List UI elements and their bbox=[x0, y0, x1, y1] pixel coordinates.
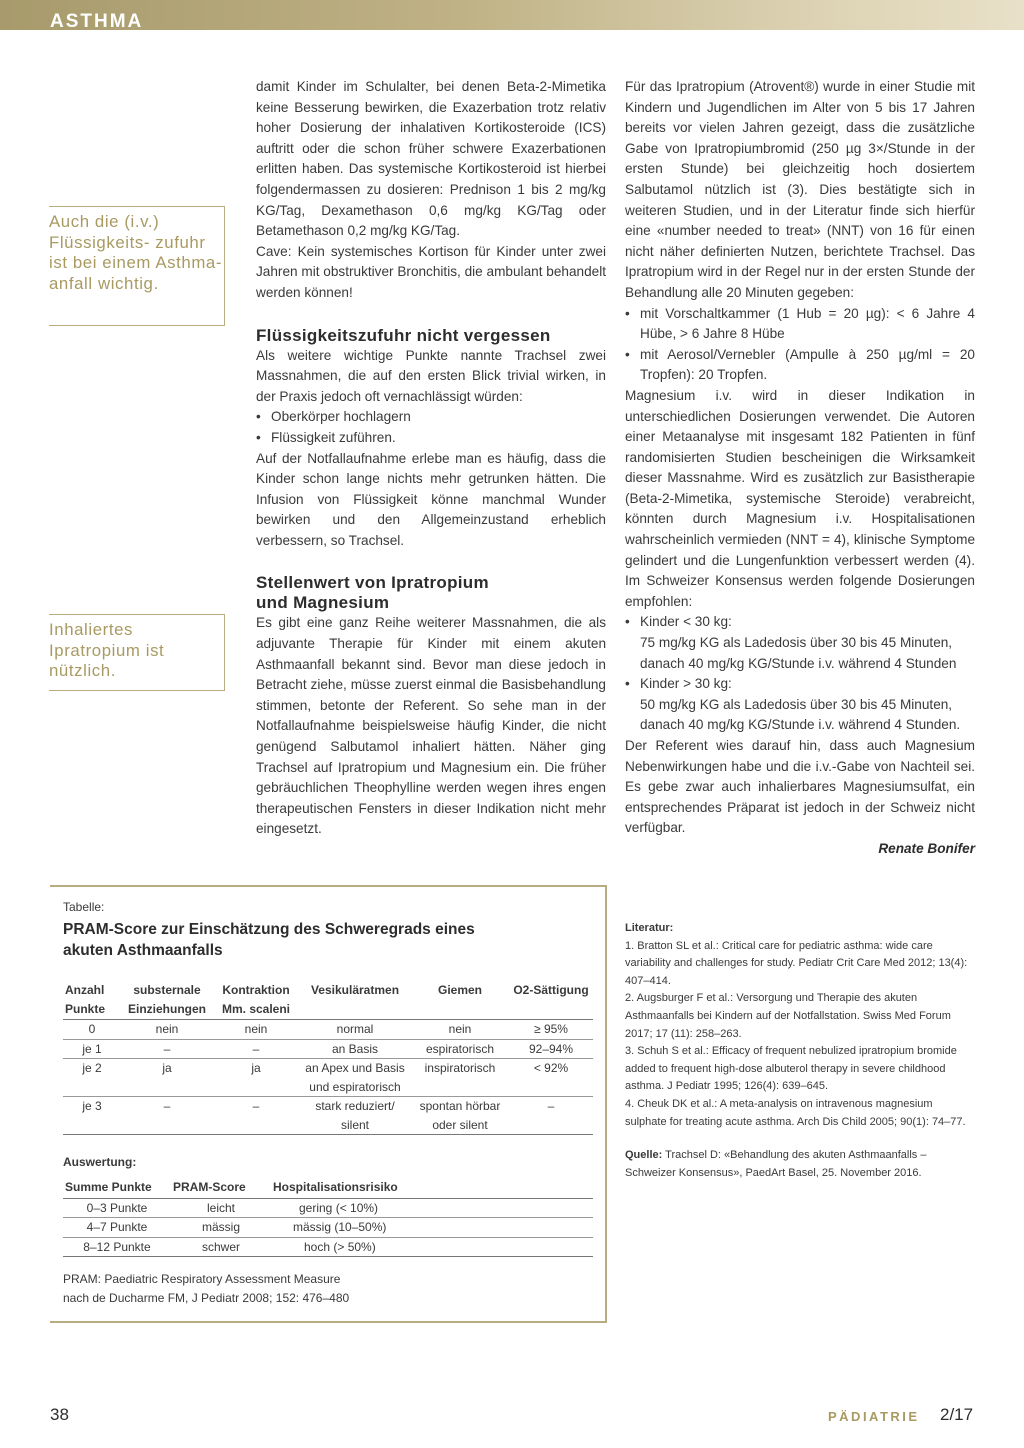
evaluation-table bbox=[63, 1177, 593, 1257]
table-cell: an Apex und Basis und espiratorisch bbox=[299, 1059, 411, 1097]
table-cell: ≥ 95% bbox=[509, 1020, 593, 1040]
source-label: Quelle: bbox=[625, 1149, 663, 1162]
reference: 3. Schuh S et al.: Efficacy of frequent nebulized ipratropium bromide added to frequent high-dose albuterol therapy in severe childhood asthma. J Pediatr 1995; 126(4): 639–645. bbox=[625, 1045, 957, 1093]
table-header: PRAM-Score bbox=[171, 1177, 271, 1198]
issue-number: 2/17 bbox=[940, 1405, 974, 1424]
author-byline: Renate Bonifer bbox=[878, 840, 975, 856]
pram-table-box bbox=[50, 885, 607, 1323]
table-cell: schwer bbox=[171, 1237, 271, 1257]
paragraph: Auf der Notfallaufnahme erlebe man es häufig, dass die Kinder schon lange nichts mehr getrunken hätten. Die Infusion von Flüssigkeit könne manchmal Wunder bewirken und den Allgemeinzustand erheblich verbessern, so Trachsel. bbox=[256, 450, 606, 548]
section-heading: Stellenwert von Ipratropium bbox=[256, 573, 489, 593]
paragraph: Der Referent wies darauf hin, dass auch Magnesium Nebenwirkungen habe und die i.v.-Gabe von Nachteil sei. Es gebe zwar auch inhalierbares Magnesiumsulfat, ein entsprechendes Präparat ist jedoch in der Schweiz nicht verfügbar. bbox=[625, 738, 975, 836]
paragraph: Als weitere wichtige Punkte nannte Trachsel zwei Massnahmen, die auf den ersten Blick trivial wirken, in der Praxis jedoch oft vernachlässigt würden: bbox=[256, 347, 606, 404]
section-heading: und Magnesium bbox=[256, 593, 390, 613]
table-cell: – bbox=[121, 1039, 213, 1059]
table-header: Summe Punkte bbox=[63, 1177, 171, 1198]
table-title: PRAM-Score zur Einschätzung des Schweregrads eines akuten Asthmaanfalls bbox=[63, 921, 475, 959]
table-cell: nein bbox=[411, 1020, 509, 1040]
table-cell: hoch (> 50%) bbox=[271, 1237, 593, 1257]
footnote-line: PRAM: Paediatric Respiratory Assessment Measure bbox=[63, 1272, 341, 1286]
table-header: Vesikuläratmen bbox=[299, 980, 411, 1020]
table-header-row bbox=[63, 980, 593, 1020]
table-header: Anzahl Punkte bbox=[63, 980, 121, 1020]
bullet-item: • Kinder < 30 kg: bbox=[625, 614, 732, 630]
bullet-item: • mit Vorschaltkammer (1 Hub = 20 µg): < 6 Jahre 4 Hübe, > 6 Jahre 8 Hübe bbox=[625, 305, 975, 342]
table-cell: nein bbox=[121, 1020, 213, 1040]
table-cell: 92–94% bbox=[509, 1039, 593, 1059]
bullet-item: • Oberkörper hochlagern bbox=[256, 409, 411, 425]
table-cell: gering (< 10%) bbox=[271, 1198, 593, 1218]
bullet-body: 75 mg/kg KG als Ladedosis über 30 bis 45 Minuten, danach 40 mg/kg KG/Stunde i.v. während 4 Stunden bbox=[640, 635, 957, 671]
evaluation-label: Auswertung: bbox=[63, 1155, 137, 1169]
journal-brand: PÄDIATRIE bbox=[828, 1409, 920, 1424]
table-cell: – bbox=[213, 1039, 299, 1059]
table-header: Hospitalisationsrisiko bbox=[271, 1177, 593, 1198]
paragraph: Es gibt eine ganz Reihe weiterer Massnahmen, die als adjuvante Therapie für Kinder mit einem akuten Asthmaanfall bekannt sind. Bevor man diese jedoch in Betracht ziehe, müsse zuerst einmal die Basisbehandlung stimmen, betonte der Referent. So sehe man in der Notfallaufnahme beispielsweise häufig Kinder, die nicht genügend Salbutamol inhaliert hätten. Näher ging Trachsel auf Ipratropium und Magnesium ein. Die früher gebräuchlichen Theophylline werden wegen ihres engen therapeutischen Fensters in dieser Indikation nicht mehr eingesetzt. bbox=[256, 615, 606, 837]
table-cell: – bbox=[121, 1097, 213, 1135]
bullet-item: • mit Aerosol/Vernebler (Ampulle à 250 µg/ml = 20 Tropfen): 20 Tropfen. bbox=[625, 346, 975, 383]
reference: 1. Bratton SL et al.: Critical care for pediatric asthma: wide care variability and challenges for study. Pediatr Crit Care Med 2012; 13(4): 407–414. bbox=[625, 939, 968, 987]
table-label: Tabelle: bbox=[63, 900, 105, 914]
table-cell: < 92% bbox=[509, 1059, 593, 1097]
table-cell: 0 bbox=[63, 1020, 121, 1040]
paragraph: Magnesium i.v. wird in dieser Indikation in unterschiedlichen Dosierungen verwendet. Die Autoren einer Metaanalyse mit insgesamt 182 Patienten in fünf randomisierten Studien bescheinigen die Wirksamkeit dieser Massnahme. Wird es zusätzlich zur Basistherapie (Beta-2-Mimetika, systemische Steroide) verabreicht, könnten durch Magnesium i.v. Hospitalisationen wahrscheinlich vermieden (NNT = 4), klinische Symptome gelindert und die Lungenfunktion verbessert werden (4). Im Schweizer Konsensus werden folgende Dosierungen empfohlen: bbox=[625, 387, 975, 609]
table-row bbox=[63, 1097, 593, 1135]
table-cell: normal bbox=[299, 1020, 411, 1040]
table-cell: je 3 bbox=[63, 1097, 121, 1135]
literature-block bbox=[625, 920, 975, 1182]
pullquote-fluid: Auch die (i.v.) Flüssigkeits- zufuhr ist bei einem Asthma- anfall wichtig. bbox=[49, 206, 225, 326]
table-cell: – bbox=[213, 1097, 299, 1135]
table-row bbox=[63, 1039, 593, 1059]
table-cell: an Basis bbox=[299, 1039, 411, 1059]
table-cell: ja bbox=[121, 1059, 213, 1097]
table-row bbox=[63, 1198, 593, 1218]
table-cell: je 2 bbox=[63, 1059, 121, 1097]
table-cell: stark reduziert/ silent bbox=[299, 1097, 411, 1135]
literature-label: Literatur: bbox=[625, 922, 674, 934]
table-cell: ja bbox=[213, 1059, 299, 1097]
table-row bbox=[63, 1237, 593, 1257]
table-row bbox=[63, 1218, 593, 1238]
table-header: Kontraktion Mm. scaleni bbox=[213, 980, 299, 1020]
table-cell: mässig bbox=[171, 1218, 271, 1238]
table-footnote bbox=[63, 1270, 349, 1308]
column-2 bbox=[625, 77, 975, 860]
column-1 bbox=[256, 77, 606, 840]
page-number: 38 bbox=[50, 1405, 69, 1424]
table-cell: je 1 bbox=[63, 1039, 121, 1059]
table-cell: 4–7 Punkte bbox=[63, 1218, 171, 1238]
source-text: Trachsel D: «Behandlung des akuten Asthmaanfalls – Schweizer Konsensus», PaedArt Basel, 25. November 2016. bbox=[625, 1149, 927, 1179]
table-row bbox=[63, 1059, 593, 1097]
paragraph: Cave: Kein systemisches Kortison für Kinder unter zwei Jahren mit obstruktiver Bronchitis, die ambulant behandelt werden können! bbox=[256, 243, 606, 300]
table-cell: espiratorisch bbox=[411, 1039, 509, 1059]
table-header: Giemen bbox=[411, 980, 509, 1020]
table-header: substernale Einziehungen bbox=[121, 980, 213, 1020]
header-bar bbox=[0, 0, 1024, 30]
bullet-body: 50 mg/kg KG als Ladedosis über 30 bis 45 Minuten, danach 40 mg/kg KG/Stunde i.v. während 4 Stunden. bbox=[640, 696, 961, 733]
table-cell: leicht bbox=[171, 1198, 271, 1218]
table-cell: spontan hörbar oder silent bbox=[411, 1097, 509, 1135]
table-row bbox=[63, 1020, 593, 1040]
paragraph: damit Kinder im Schulalter, bei denen Beta-2-Mimetika keine Besserung bewirken, die Exazerbation trotz relativ hoher Dosierung der inhalativen Kortikosteroide (ICS) auftritt oder die schon früher schwere Exazerbationen erlitten haben. Das systemische Kortikosteroid ist hierbei folgendermassen zu dosieren: Prednison 1 bis 2 mg/kg KG/Tag, Dexamethason 0,6 mg/kg KG/Tag oder Betamethason 0,2 mg/kg KG/Tag. bbox=[256, 79, 606, 239]
section-label: ASTHMA bbox=[50, 11, 144, 32]
table-cell: – bbox=[509, 1097, 593, 1135]
pram-score-table bbox=[63, 980, 593, 1135]
source bbox=[625, 1147, 975, 1182]
bullet-item: • Flüssigkeit zuführen. bbox=[256, 429, 396, 445]
section-heading: Flüssigkeitszufuhr nicht vergessen bbox=[256, 325, 551, 345]
footnote-line: nach de Ducharme FM, J Pediatr 2008; 152: 476–480 bbox=[63, 1291, 350, 1305]
bullet-item: • Kinder > 30 kg: bbox=[625, 676, 732, 692]
paragraph: Für das Ipratropium (Atrovent®) wurde in einer Studie mit Kindern und Jugendlichen im Alter von 5 bis 17 Jahren bereits vor vielen Jahren gezeigt, dass die zusätzliche Gabe von Ipratropiumbromid (250 µg 3×/Stunde in der ersten Stunde) bei gleichzeitig hoch dosiertem Salbutamol nützlich ist (3). Dies bestätigte sich in weiteren Studien, und in der Literatur finde sich hierfür eine «number needed to treat» (NNT) von 16 für einen nicht näher definierten Nutzen, berichtete Trachsel. Das Ipratropium wird in der Regel nur in der ersten Stunde der Behandlung alle 20 Minuten gegeben: bbox=[625, 79, 975, 300]
table-header: O2-Sättigung bbox=[509, 980, 593, 1020]
table-cell: nein bbox=[213, 1020, 299, 1040]
reference: 2. Augsburger F et al.: Versorgung und Therapie des akuten Asthmaanfalls bei Kindern auf der Notfallstation. Swiss Med Forum 2017; 17 (11): 258–263. bbox=[625, 992, 951, 1040]
table-cell: 0–3 Punkte bbox=[63, 1198, 171, 1218]
table-cell: 8–12 Punkte bbox=[63, 1237, 171, 1257]
table-cell: mässig (10–50%) bbox=[271, 1218, 593, 1238]
reference: 4. Cheuk DK et al.: A meta-analysis on intravenous magnesium sulphate for treating acute asthma. Arch Dis Child 2005; 90(1): 74–77. bbox=[625, 1097, 966, 1128]
table-header-row bbox=[63, 1177, 593, 1198]
table-cell: inspiratorisch bbox=[411, 1059, 509, 1097]
pullquote-ipratropium: Inhaliertes Ipratropium ist nützlich. bbox=[49, 614, 225, 691]
